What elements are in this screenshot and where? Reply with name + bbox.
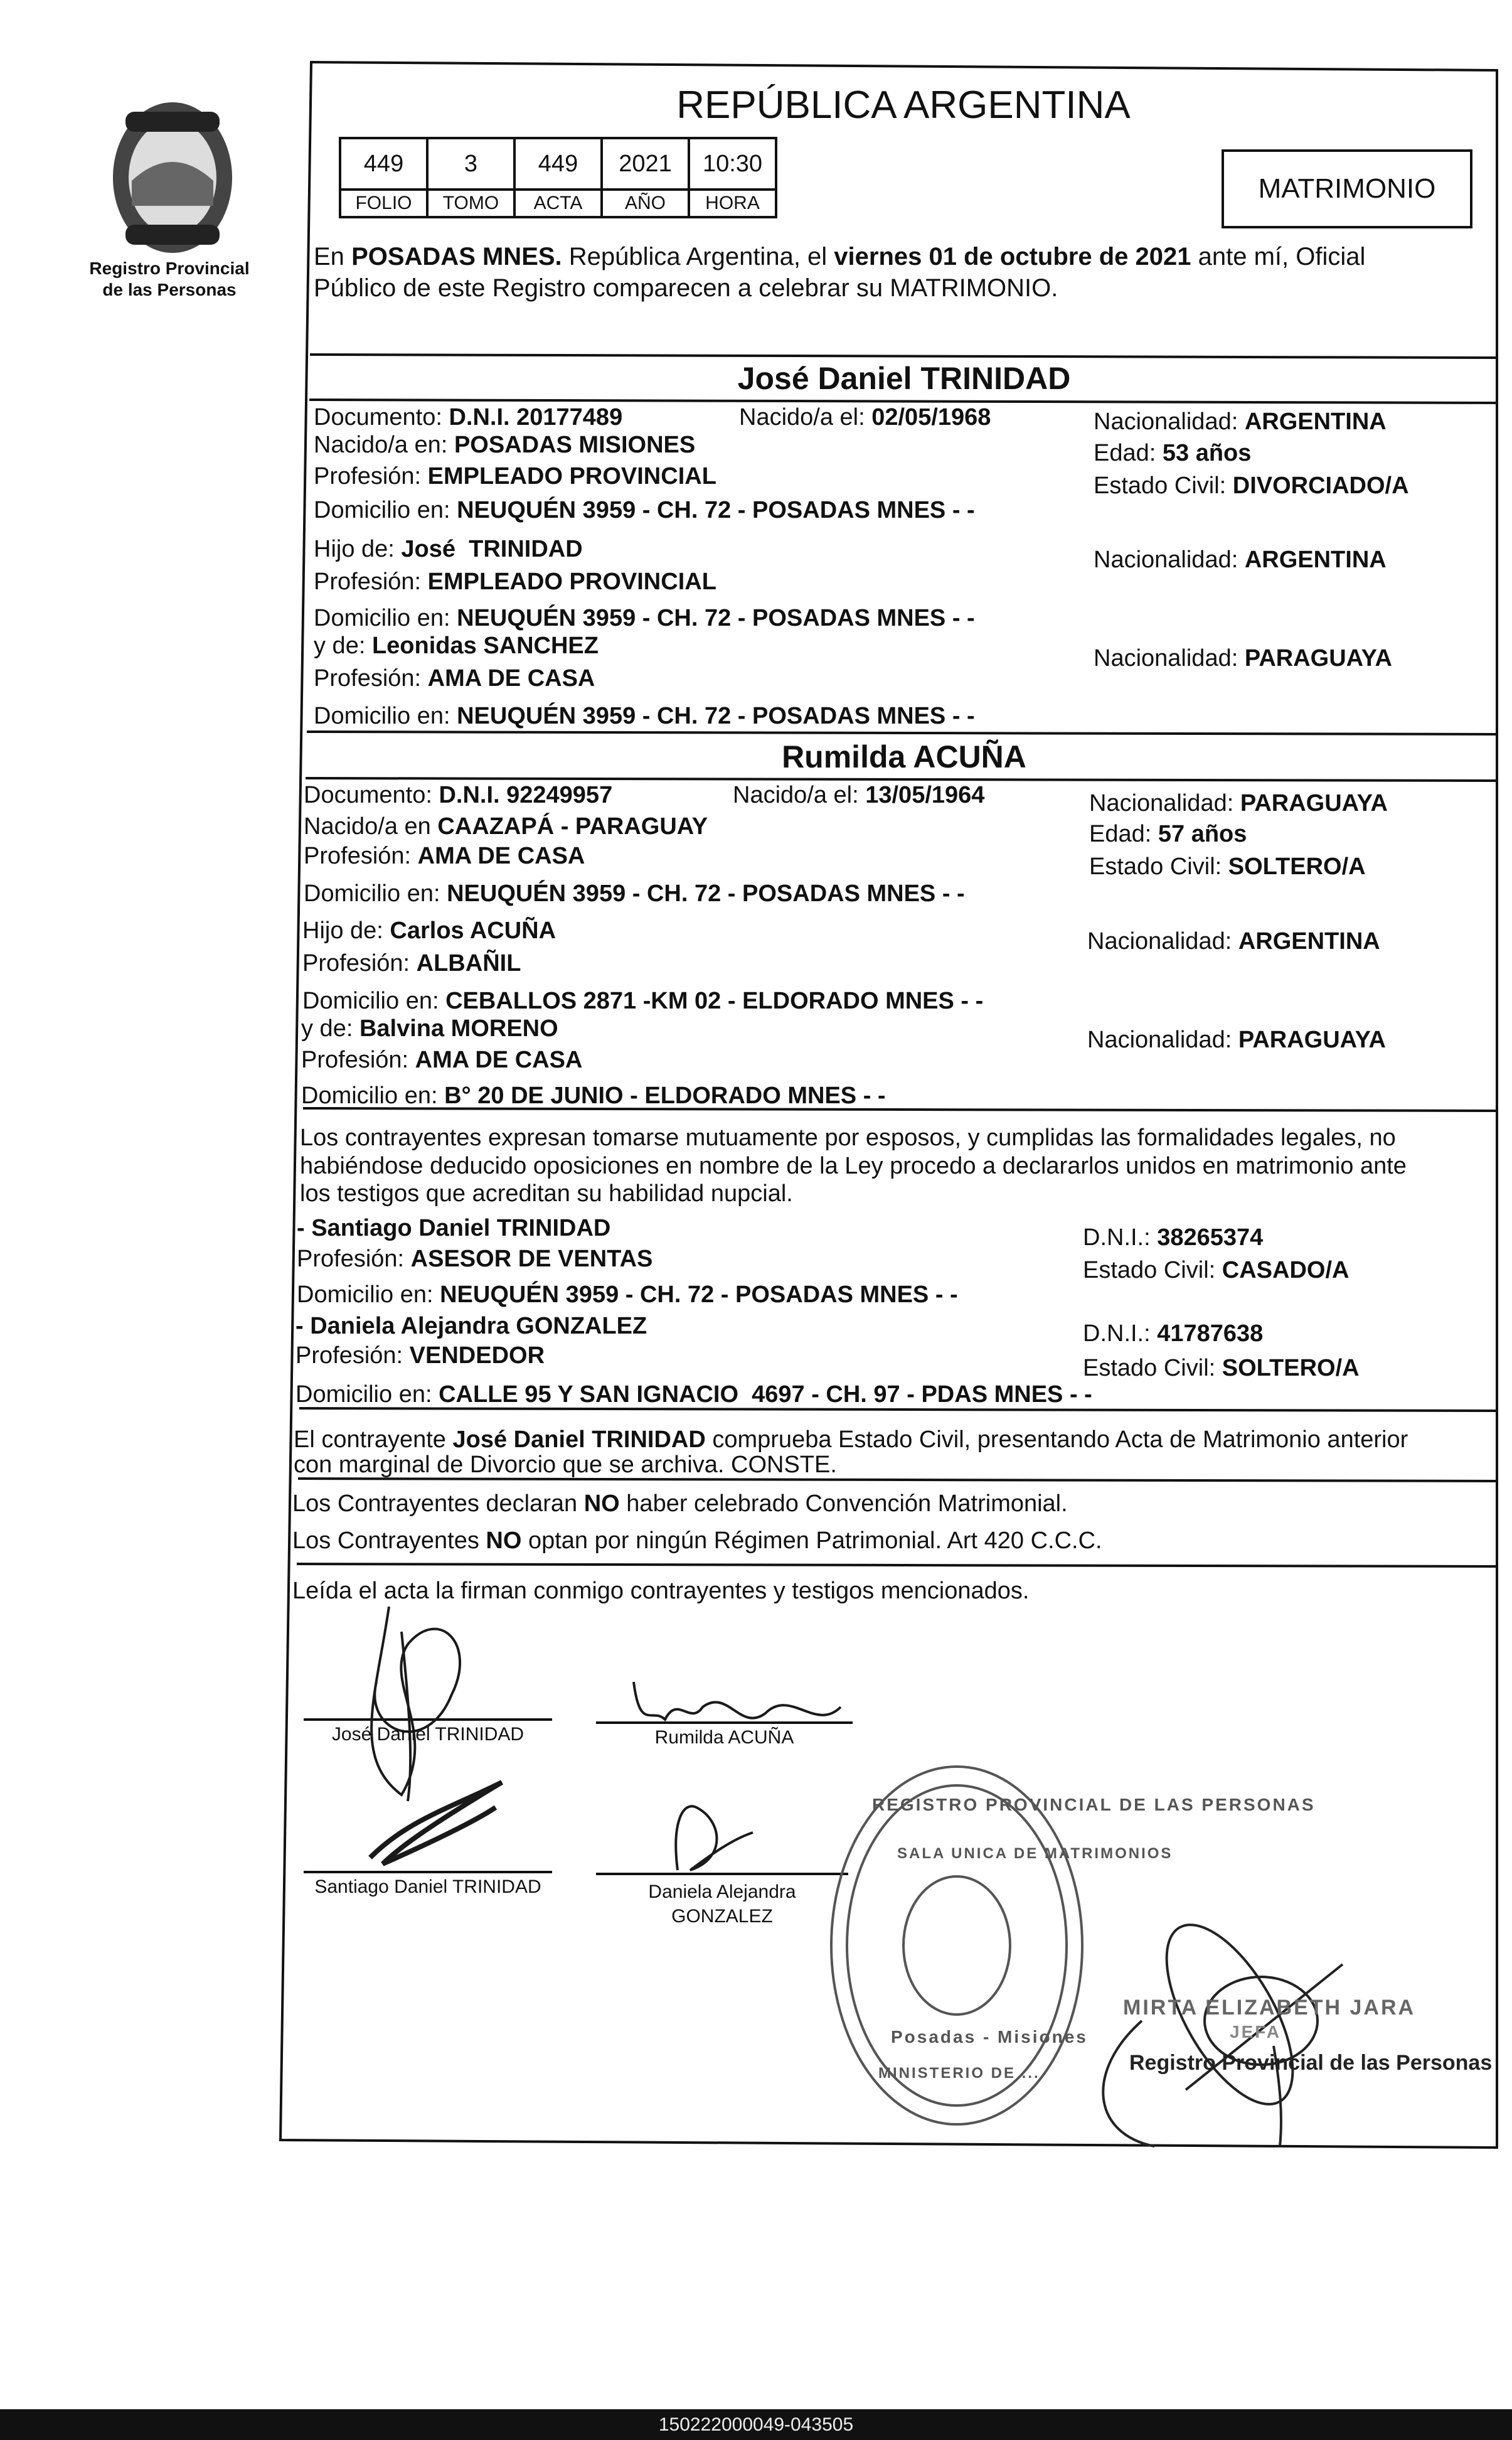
witness2-signature-label-2: GONZALEZ bbox=[671, 1906, 773, 1927]
bride-nationality: Nacionalidad: PARAGUAYA bbox=[1089, 790, 1388, 816]
groom-birth-date: Nacido/a el: 02/05/1968 bbox=[739, 404, 991, 431]
witness2-signature-label-1: Daniela Alejandra bbox=[648, 1881, 796, 1902]
declaration-line2: habiéndose deducido oposiciones en nombre de la Ley procedo a declararlos unidos en matrimonio ante bbox=[300, 1153, 1407, 1179]
bride-mother: y de: Balvina MORENO bbox=[301, 1015, 558, 1042]
witness1-profession: Profesión: ASESOR DE VENTAS bbox=[297, 1246, 653, 1272]
groom-civil-status: Estado Civil: DIVORCIADO/A bbox=[1094, 473, 1409, 499]
civil-status-note-line2: con marginal de Divorcio que se archiva. CONSTE. bbox=[294, 1452, 837, 1478]
groom-age: Edad: 53 años bbox=[1094, 440, 1252, 466]
bride-name-heading: Rumilda ACUÑA bbox=[782, 739, 1026, 774]
witness2-signature bbox=[676, 1806, 753, 1870]
civil-status-note-line1: El contrayente José Daniel TRINIDAD comprueba Estado Civil, presentando Acta de Matrimonio anterior bbox=[294, 1426, 1408, 1453]
intro-line1: En POSADAS MNES. República Argentina, el viernes 01 de octubre de 2021 ante mí, Oficial bbox=[314, 243, 1366, 270]
seal-inner-text: SALA UNICA DE MATRIMONIOS bbox=[897, 1845, 1173, 1862]
footer-barcode-id: 150222000049-043505 bbox=[0, 2409, 1512, 2440]
seal-ministry-text: MINISTERIO DE ... bbox=[878, 2065, 1040, 2082]
ano-label: AÑO bbox=[602, 190, 689, 217]
groom-mother-nationality: Nacionalidad: PARAGUAYA bbox=[1094, 645, 1392, 672]
folio-label: FOLIO bbox=[340, 190, 427, 217]
bride-birth-date: Nacido/a el: 13/05/1964 bbox=[733, 782, 985, 808]
witness1-name: - Santiago Daniel TRINIDAD bbox=[297, 1215, 611, 1241]
record-type-box: MATRIMONIO bbox=[1222, 149, 1472, 228]
logo-caption-line1: Registro Provincial bbox=[89, 259, 250, 278]
declaration-line3: los testigos que acreditan su habilidad nupcial. bbox=[300, 1180, 793, 1207]
official-role: JEFA bbox=[1230, 2022, 1282, 2041]
groom-father: Hijo de: José TRINIDAD bbox=[314, 536, 583, 562]
groom-signature-label: José Daniel TRINIDAD bbox=[331, 1724, 524, 1745]
bride-father-profession: Profesión: ALBAÑIL bbox=[302, 950, 521, 977]
bride-signature-label: Rumilda ACUÑA bbox=[654, 1727, 794, 1748]
groom-father-nationality: Nacionalidad: ARGENTINA bbox=[1094, 547, 1387, 573]
witness2-address: Domicilio en: CALLE 95 Y SAN IGNACIO 4697 - CH. 97 - PDAS MNES - - bbox=[295, 1381, 1092, 1408]
convention-note: Los Contrayentes declaran NO haber celebrado Convención Matrimonial. bbox=[292, 1490, 1068, 1517]
bride-age: Edad: 57 años bbox=[1089, 821, 1247, 847]
witness2-dni: D.N.I.: 41787638 bbox=[1083, 1320, 1264, 1347]
document-title: REPÚBLICA ARGENTINA bbox=[676, 83, 1131, 127]
groom-signature bbox=[371, 1607, 460, 1801]
groom-document: Documento: D.N.I. 20177489 bbox=[314, 404, 623, 431]
bride-mother-nationality: Nacionalidad: PARAGUAYA bbox=[1087, 1027, 1386, 1053]
bride-father-nationality: Nacionalidad: ARGENTINA bbox=[1087, 928, 1380, 955]
regime-note: Los Contrayentes NO optan por ningún Régimen Patrimonial. Art 420 C.C.C. bbox=[292, 1528, 1102, 1554]
witness2-name: - Daniela Alejandra GONZALEZ bbox=[295, 1313, 647, 1339]
groom-mother: y de: Leonidas SANCHEZ bbox=[314, 633, 599, 659]
seal-bottom-text: Posadas - Misiones bbox=[891, 2027, 1088, 2047]
witness1-address: Domicilio en: NEUQUÉN 3959 - CH. 72 - POSADAS MNES - - bbox=[297, 1282, 958, 1308]
official-name: MIRTA ELIZABETH JARA bbox=[1123, 1996, 1416, 2020]
groom-father-address: Domicilio en: NEUQUÉN 3959 - CH. 72 - POSADAS MNES - - bbox=[314, 605, 975, 631]
bride-birth-place: Nacido/a en CAAZAPÁ - PARAGUAY bbox=[304, 813, 708, 840]
witness2-profession: Profesión: VENDEDOR bbox=[295, 1342, 545, 1369]
tomo-value: 3 bbox=[427, 138, 514, 190]
logo-caption-line2: de las Personas bbox=[102, 280, 237, 299]
bride-father-address: Domicilio en: CEBALLOS 2871 -KM 02 - ELDORADO MNES - - bbox=[302, 988, 984, 1014]
witness1-signature-label: Santiago Daniel TRINIDAD bbox=[314, 1876, 541, 1897]
groom-address: Domicilio en: NEUQUÉN 3959 - CH. 72 - POSADAS MNES - - bbox=[314, 497, 975, 523]
groom-birth-place: Nacido/a en: POSADAS MISIONES bbox=[314, 432, 696, 458]
tomo-label: TOMO bbox=[427, 190, 514, 217]
groom-profession: Profesión: EMPLEADO PROVINCIAL bbox=[314, 463, 716, 490]
groom-mother-address: Domicilio en: NEUQUÉN 3959 - CH. 72 - POSADAS MNES - - bbox=[314, 703, 975, 729]
witness1-signature bbox=[370, 1782, 502, 1864]
bride-document: Documento: D.N.I. 92249957 bbox=[304, 782, 613, 808]
official-signature bbox=[1103, 1905, 1343, 2146]
acta-label: ACTA bbox=[514, 190, 602, 217]
bride-father: Hijo de: Carlos ACUÑA bbox=[302, 918, 556, 944]
witness2-civil-status: Estado Civil: SOLTERO/A bbox=[1083, 1355, 1360, 1381]
ano-value: 2021 bbox=[602, 138, 689, 190]
bride-mother-address: Domicilio en: B° 20 DE JUNIO - ELDORADO MNES - - bbox=[301, 1083, 886, 1109]
closing-note: Leída el acta la firman conmigo contrayentes y testigos mencionados. bbox=[292, 1578, 1030, 1604]
hora-value: 10:30 bbox=[689, 138, 776, 190]
bride-address: Domicilio en: NEUQUÉN 3959 - CH. 72 - POSADAS MNES - - bbox=[304, 880, 965, 907]
groom-father-profession: Profesión: EMPLEADO PROVINCIAL bbox=[314, 569, 716, 595]
declaration-line1: Los contrayentes expresan tomarse mutuamente por esposos, y cumplidas las formalidades legales, no bbox=[300, 1125, 1396, 1151]
acta-value: 449 bbox=[514, 138, 602, 190]
bride-mother-profession: Profesión: AMA DE CASA bbox=[301, 1047, 583, 1073]
bride-signature bbox=[634, 1682, 841, 1720]
hora-label: HORA bbox=[689, 190, 776, 217]
bride-civil-status: Estado Civil: SOLTERO/A bbox=[1089, 853, 1366, 880]
intro-line2: Público de este Registro comparecen a celebrar su MATRIMONIO. bbox=[314, 274, 1058, 302]
bride-profession: Profesión: AMA DE CASA bbox=[304, 843, 585, 869]
groom-name-heading: José Daniel TRINIDAD bbox=[737, 361, 1071, 396]
groom-nationality: Nacionalidad: ARGENTINA bbox=[1094, 409, 1387, 435]
folio-value: 449 bbox=[340, 138, 427, 190]
groom-mother-profession: Profesión: AMA DE CASA bbox=[314, 665, 595, 692]
witness1-civil-status: Estado Civil: CASADO/A bbox=[1083, 1257, 1350, 1283]
official-organization: Registro Provincial de las Personas bbox=[1129, 2051, 1493, 2075]
seal-ring-text: REGISTRO PROVINCIAL DE LAS PERSONAS bbox=[872, 1795, 1316, 1814]
witness1-dni: D.N.I.: 38265374 bbox=[1083, 1224, 1264, 1251]
